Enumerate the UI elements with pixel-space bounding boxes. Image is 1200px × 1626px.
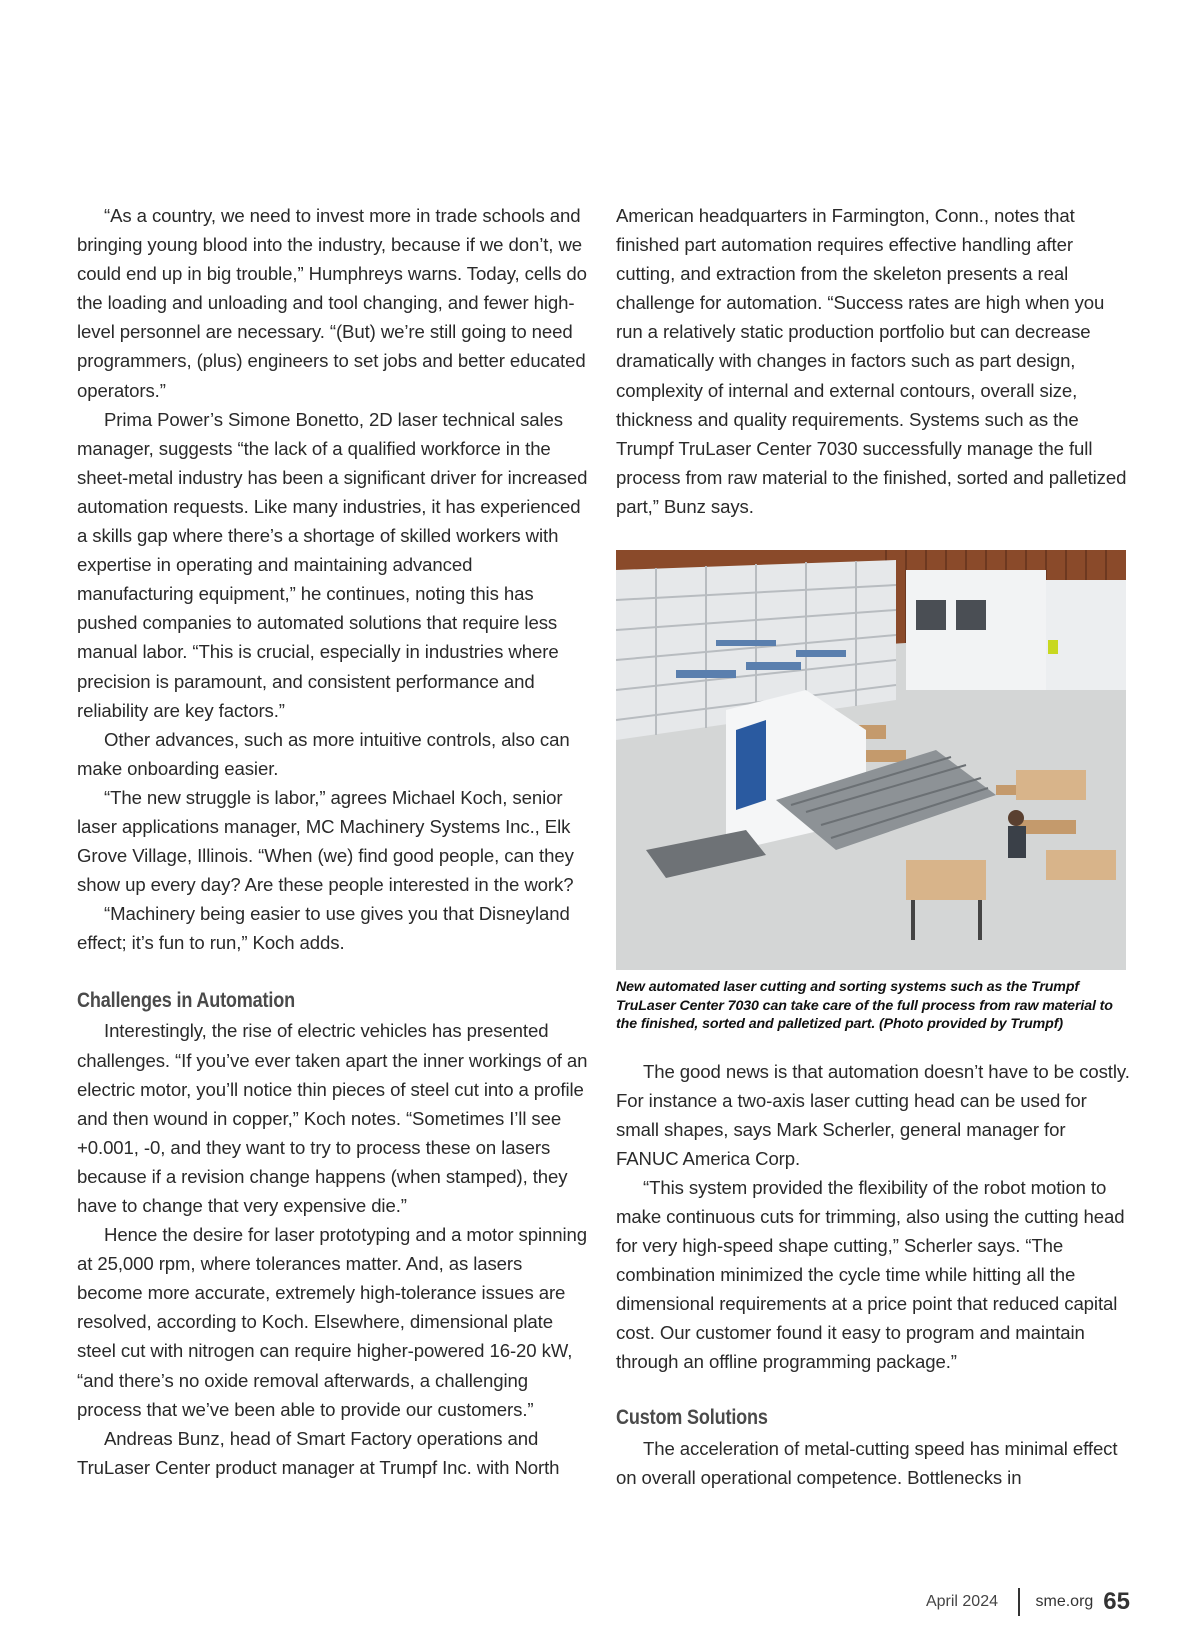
photo-caption: New automated laser cutting and sorting systems such as the Trumpf TruLaser Center 7030 can take care of the full process from raw material to the finished, sorted and palletized part. (Photo provided by Trumpf) — [616, 979, 1113, 1033]
paragraph-bunz-intro: Andreas Bunz, head of Smart Factory operations and TruLaser Center product manager at Trumpf Inc. with North — [77, 1427, 560, 1478]
heading-challenges-in-automation: Challenges in Automation — [77, 989, 295, 1013]
paragraph-koch-labor: “The new struggle is labor,” agrees Michael Koch, senior laser applications manager, MC Machinery Systems Inc., Elk Grove Village, Illinois. “When (we) find good people, can they show up every day? Are these people interested in the work? — [77, 786, 574, 896]
paragraph-scherler-quote: “This system provided the flexibility of the robot motion to make continuous cuts for trimming, also using the cutting head for very high-speed shape cutting,” Scherler says. “The combination minimized the cycle time while hitting all the dimensional requirements at a price point that reduced capital cost. Our customer found it easy to program and maintain through an offline programming package.” — [616, 1176, 1125, 1373]
factory-photo — [616, 550, 1126, 970]
heading-custom-solutions: Custom Solutions — [616, 1405, 768, 1429]
paragraph-bonetto: Prima Power’s Simone Bonetto, 2D laser technical sales manager, suggests “the lack of a qualified workforce in the sheet-metal industry has been a significant driver for increased automation requests. Like many industries, it has experienced a skills gap where there’s a shortage of skilled workers with expertise in operating and maintaining advanced manufacturing equipment,” he continues, noting this has pushed companies to automated solutions that require less manual labor. “This is crucial, especially in industries where precision is paramount, and consistent performance and reliability are key factors.” — [77, 408, 588, 721]
paragraph-acceleration: The acceleration of metal-cutting speed has minimal effect on overall operational competence. Bottlenecks in — [616, 1437, 1118, 1488]
paragraph-koch-disneyland: “Machinery being easier to use gives you that Disneyland effect; it’s fun to run,” Koch adds. — [77, 903, 570, 954]
page-footer — [926, 1585, 1130, 1619]
paragraph-good-news: The good news is that automation doesn’t have to be costly. For instance a two-axis laser cutting head can be used for small shapes, says Mark Scherler, general manager for FANUC America Corp. — [616, 1060, 1130, 1169]
paragraph-bunz-continued: American headquarters in Farmington, Conn., notes that finished part automation requires effective handling after cutting, and extraction from the skeleton presents a real challenge for automation. “Success rates are high when you run a relatively static production portfolio but can decrease dramatically with changes in factors such as part design, complexity of internal and external contours, overall size, thickness and quality requirements. Systems such as the Trumpf TruLaser Center 7030 successfully manage the full process from raw material to the finished, sorted and palletized part,” Bunz says. — [616, 205, 1127, 517]
paragraph-electric-vehicles: Interestingly, the rise of electric vehicles has presented challenges. “If you’ve ever taken apart the inner workings of an electric motor, you’ll notice thin pieces of steel cut into a profile and then wound in copper,” Koch notes. “Sometimes I’ll see +0.001, -0, and they want to try to process these on lasers because if a revision change happens (when stamped), they have to change that very expensive die.” — [77, 1020, 588, 1216]
paragraph-humphreys-quote: “As a country, we need to invest more in trade schools and bringing young blood into the industry, because if we don’t, we could end up in big trouble,” Humphreys warns. Today, cells do the loading and unloading and tool changing, and fewer high-level personnel are necessary. “(But) we’re still going to need programmers, (plus) engineers to set jobs and better educated operators.” — [77, 205, 587, 401]
issue-date: April 2024 — [925, 1593, 998, 1610]
laser-cutting-system-illustration — [616, 550, 1126, 970]
site-link[interactable]: sme.org — [1035, 1593, 1094, 1610]
footer-divider — [1018, 1588, 1020, 1616]
paragraph-laser-prototyping: Hence the desire for laser prototyping and a motor spinning at 25,000 rpm, where tolerances matter. And, as lasers become more accurate, extremely high-tolerance issues are resolved, according to Koch. Elsewhere, dimensional plate steel cut with nitrogen can require higher-powered 16-20 kW, “and there’s no oxide removal afterwards, a challenging process that we’ve been able to provide our customers.” — [77, 1224, 587, 1420]
right-column — [616, 201, 1130, 1492]
left-column — [77, 201, 591, 1482]
paragraph-intuitive-controls: Other advances, such as more intuitive controls, also can make onboarding easier. — [77, 728, 570, 779]
page-number: 65 — [1103, 1588, 1130, 1615]
